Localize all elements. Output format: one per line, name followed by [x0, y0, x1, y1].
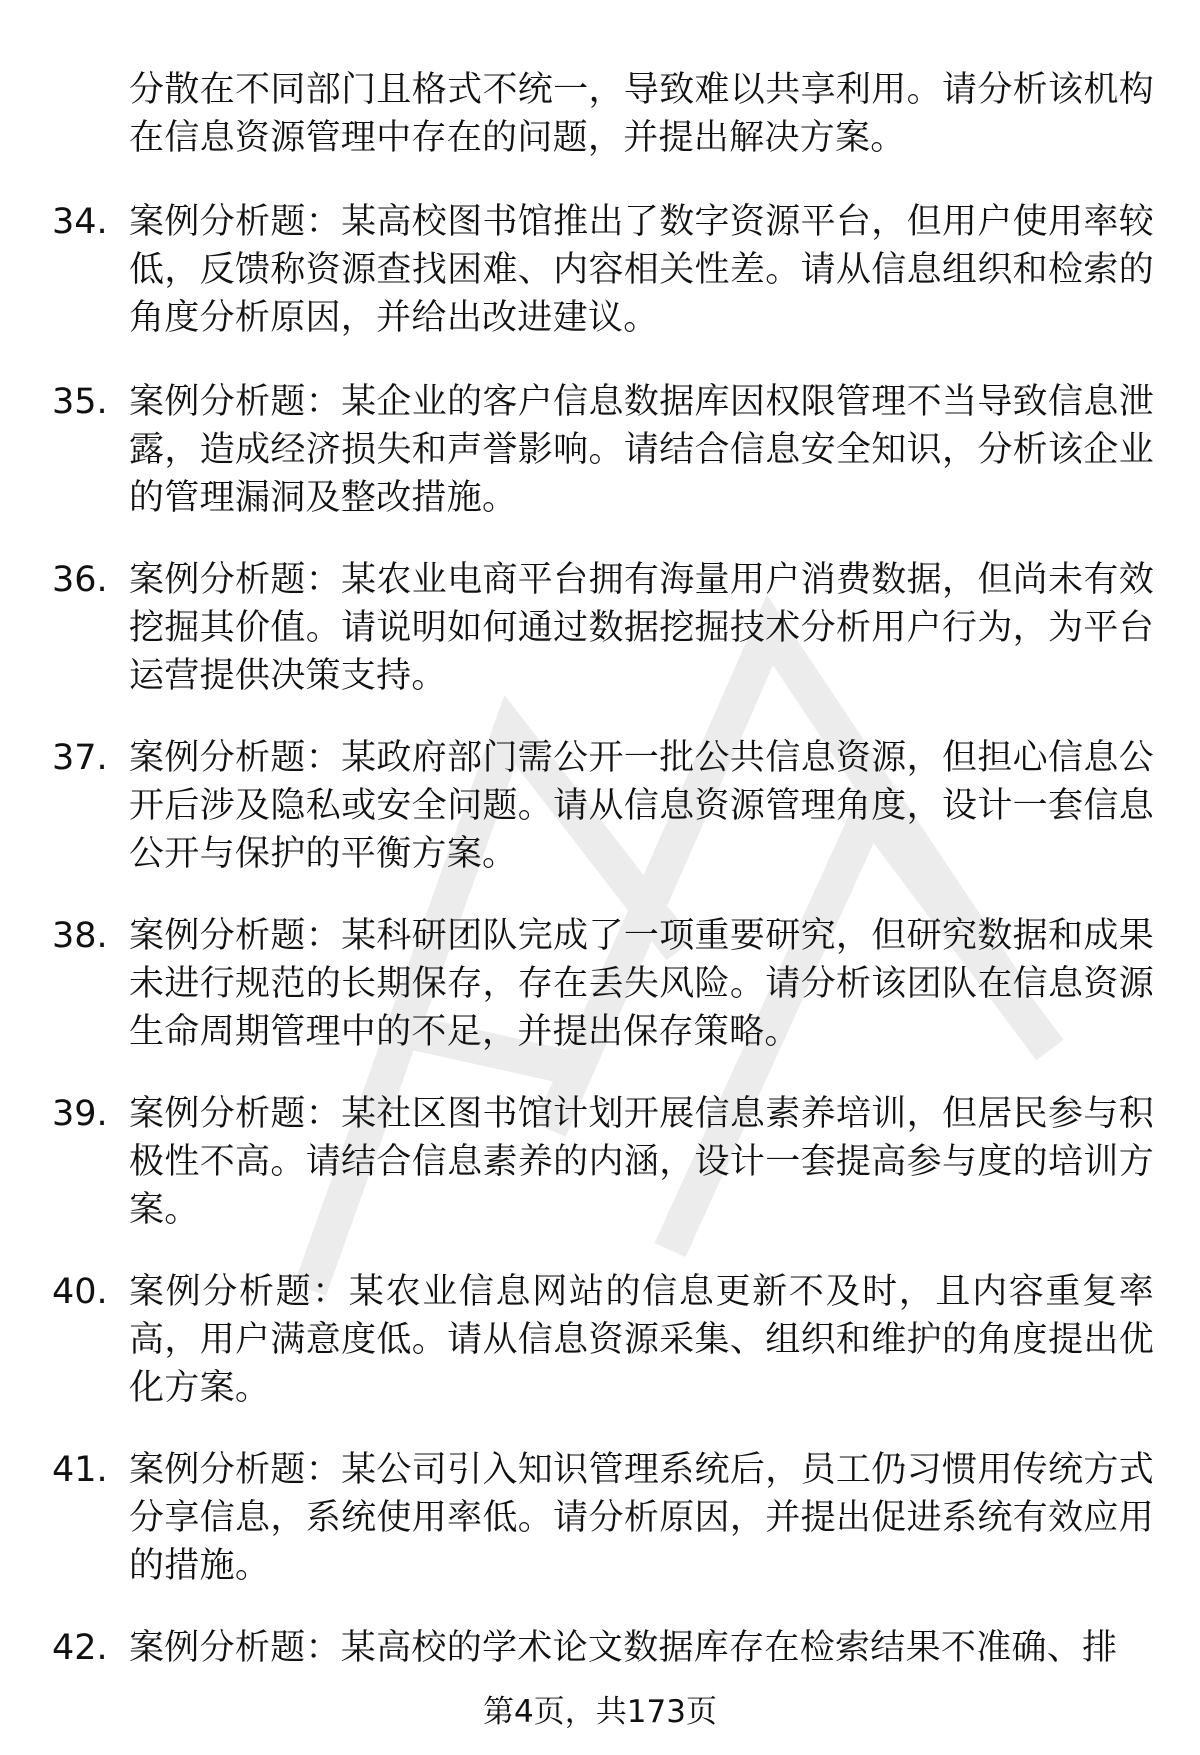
question-text: 案例分析题：某农业信息网站的信息更新不及时，且内容重复率高，用户满意度低。请从信息资源采集、组织和维护的角度提出优化方案。: [129, 1272, 1154, 1408]
question-text: 分散在不同部门且格式不统一，导致难以共享利用。请分析该机构在信息资源管理中存在的问题，并提出解决方案。: [129, 70, 1154, 158]
question-text: 案例分析题：某高校图书馆推出了数字资源平台，但用户使用率较低，反馈称资源查找困难、内容相关性差。请从信息组织和检索的角度分析原因，并给出改进建议。: [129, 202, 1154, 338]
question-text: 案例分析题：某社区图书馆计划开展信息素养培训，但居民参与积极性不高。请结合信息素养的内涵，设计一套提高参与度的培训方案。: [129, 1094, 1154, 1230]
question-text: 案例分析题：某科研团队完成了一项重要研究，但研究数据和成果未进行规范的长期保存，存在丢失风险。请分析该团队在信息资源生命周期管理中的不足，并提出保存策略。: [129, 916, 1154, 1052]
question-number: 37.: [52, 738, 108, 778]
question-number: 34.: [52, 202, 108, 242]
question-text: 案例分析题：某农业电商平台拥有海量用户消费数据，但尚未有效挖掘其价值。请说明如何通过数据挖掘技术分析用户行为，为平台运营提供决策支持。: [129, 560, 1154, 696]
question-number: 40.: [52, 1272, 108, 1312]
question-text: 案例分析题：某高校的学术论文数据库存在检索结果不准确、排: [129, 1628, 1118, 1668]
question-number: 41.: [52, 1450, 108, 1490]
question-text: 案例分析题：某公司引入知识管理系统后，员工仍习惯用传统方式分享信息，系统使用率低。请分析原因，并提出促进系统有效应用的措施。: [129, 1450, 1154, 1586]
page-footer: 第4页，共173页: [483, 1694, 717, 1730]
question-number: 42.: [52, 1628, 108, 1668]
question-number: 39.: [52, 1094, 108, 1134]
question-number: 36.: [52, 560, 108, 600]
question-text: 案例分析题：某企业的客户信息数据库因权限管理不当导致信息泄露，造成经济损失和声誉影响。请结合信息安全知识，分析该企业的管理漏洞及整改措施。: [129, 382, 1154, 518]
question-number: 38.: [52, 916, 108, 956]
question-text: 案例分析题：某政府部门需公开一批公共信息资源，但担心信息公开后涉及隐私或安全问题。请从信息资源管理角度，设计一套信息公开与保护的平衡方案。: [129, 738, 1154, 874]
question-number: 35.: [52, 382, 108, 422]
